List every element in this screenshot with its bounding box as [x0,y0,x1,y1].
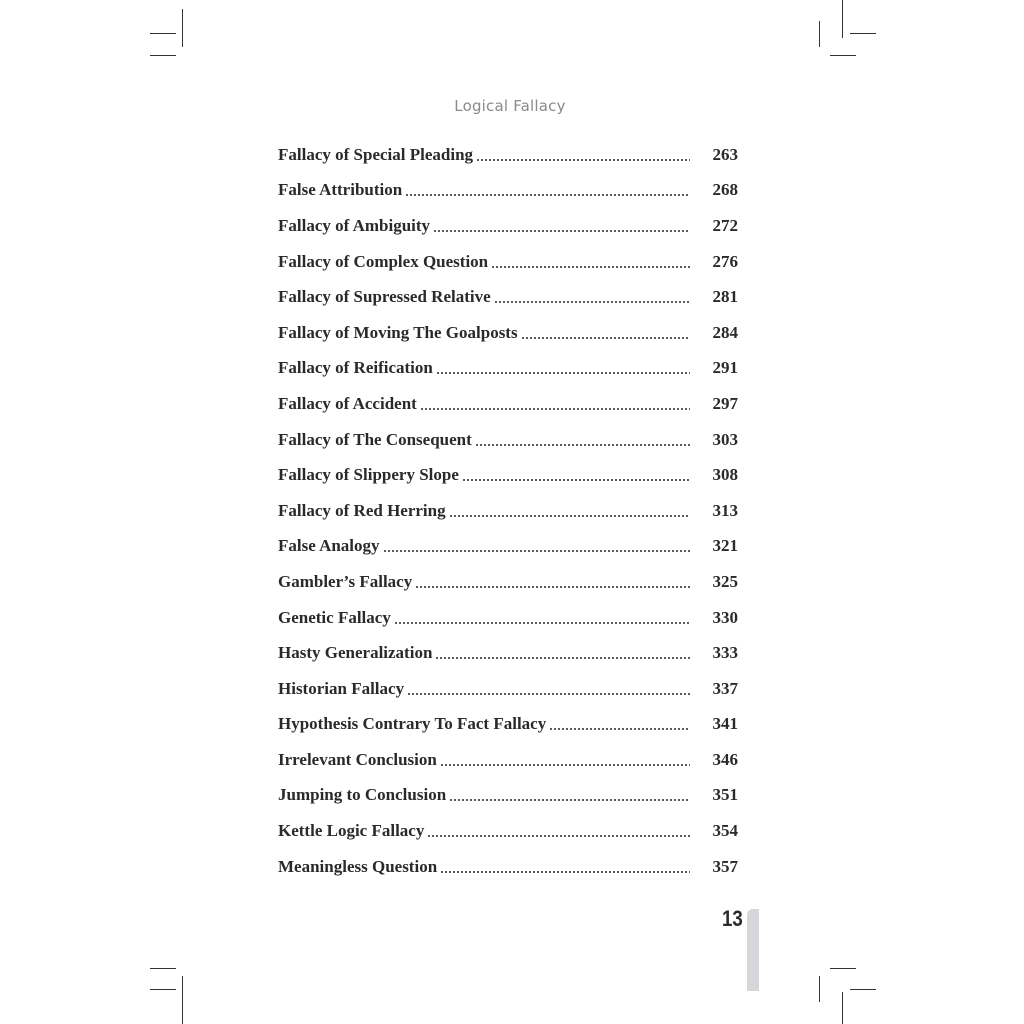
toc-entry-title: Irrelevant Conclusion [278,749,437,769]
crop-mark-bottom-right-h2 [850,989,876,990]
toc-entry [278,778,740,814]
toc-entry-title: Fallacy of Ambiguity [278,215,431,235]
crop-mark-bottom-left-h2 [150,989,176,990]
dot-leader [494,301,690,303]
toc-entry-page: 321 [712,536,738,556]
table-of-contents [278,137,740,884]
toc-entry-title: Hypothesis Contrary To Fact Fallacy [278,714,547,734]
toc-entry-title: Fallacy of Accident [278,393,417,413]
toc-entry-title: Gambler’s Fallacy [278,571,413,591]
toc-entry-page: 346 [712,749,738,769]
toc-entry [278,813,740,849]
toc-entry [278,351,740,387]
toc-entry-title: Genetic Fallacy [278,607,391,627]
toc-entry-title: Jumping to Conclusion [278,785,447,805]
toc-entry-title: Meaningless Question [278,856,438,876]
toc-entry [278,208,740,244]
toc-entry-page: 357 [712,856,738,876]
crop-mark-bottom-right-v2 [842,992,843,1024]
toc-entry [278,564,740,600]
crop-mark-top-right-h2 [830,55,856,56]
toc-entry-page: 333 [712,643,738,663]
toc-entry-page: 341 [712,714,738,734]
toc-entry-page: 291 [712,358,738,378]
toc-entry-title: Fallacy of Special Pleading [278,144,474,164]
toc-entry-page: 308 [712,465,738,485]
toc-entry-page: 281 [712,287,738,307]
toc-entry-page: 354 [712,821,738,841]
toc-entry [278,742,740,778]
toc-entry [278,173,740,209]
dot-leader [394,622,690,624]
dot-leader [433,230,690,232]
toc-entry-title: Historian Fallacy [278,678,405,698]
dot-leader [420,408,690,410]
toc-entry [278,671,740,707]
dot-leader [405,194,690,196]
toc-entry-page: 276 [712,251,738,271]
toc-entry-page: 337 [712,678,738,698]
toc-entry-title: Fallacy of Slippery Slope [278,465,459,485]
dot-leader [491,266,690,268]
running-head: Logical Fallacy [454,97,566,115]
toc-entry [278,386,740,422]
crop-mark-top-right-v [842,0,843,38]
crop-mark-bottom-right-h [830,968,856,969]
dot-leader [407,693,690,695]
dot-leader [521,337,690,339]
toc-entry [278,849,740,885]
crop-mark-bottom-left-h [150,968,176,969]
toc-entry-title: Fallacy of Reification [278,358,433,378]
toc-entry-page: 351 [712,785,738,805]
toc-entry-page: 263 [712,144,738,164]
toc-entry [278,635,740,671]
dot-leader [415,586,690,588]
toc-entry-title: False Attribution [278,180,403,200]
toc-entry-page: 268 [712,180,738,200]
dot-leader [449,799,690,801]
crop-mark-top-right-v2 [819,21,820,47]
toc-entry-title: Fallacy of Complex Question [278,251,489,271]
toc-entry [278,707,740,743]
crop-mark-bottom-left-v [182,976,183,1024]
toc-entry-page: 313 [712,500,738,520]
toc-entry-page: 297 [712,393,738,413]
toc-entry [278,244,740,280]
toc-entry [278,529,740,565]
toc-entry-page: 284 [712,322,738,342]
toc-entry [278,493,740,529]
crop-mark-top-left-h2 [150,55,176,56]
dot-leader [435,657,690,659]
toc-entry-title: Fallacy of The Consequent [278,429,472,449]
toc-entry [278,137,740,173]
toc-entry [278,279,740,315]
toc-entry-title: Kettle Logic Fallacy [278,821,425,841]
toc-entry [278,422,740,458]
dot-leader [476,159,690,161]
page-number: 13 [722,906,743,931]
dot-leader [462,479,690,481]
dot-leader [436,372,690,374]
dot-leader [383,550,690,552]
toc-entry-title: Fallacy of Moving The Goalposts [278,322,518,342]
toc-entry-page: 330 [712,607,738,627]
dot-leader [475,444,690,446]
thumb-tab [747,909,759,991]
toc-entry [278,315,740,351]
toc-entry-page: 303 [712,429,738,449]
dot-leader [549,728,690,730]
crop-mark-top-left-h [150,33,176,34]
crop-mark-top-left-v [182,9,183,47]
dot-leader [440,871,690,873]
dot-leader [427,835,690,837]
crop-mark-bottom-right-v [819,976,820,1002]
crop-mark-top-right-h [850,33,876,34]
toc-entry-title: Fallacy of Red Herring [278,500,446,520]
toc-entry-title: False Analogy [278,536,380,556]
dot-leader [449,515,690,517]
toc-entry-page: 272 [712,215,738,235]
toc-entry-title: Hasty Generalization [278,643,433,663]
toc-entry-page: 325 [712,571,738,591]
toc-entry-title: Fallacy of Supressed Relative [278,287,491,307]
toc-entry [278,600,740,636]
dot-leader [440,764,690,766]
toc-entry [278,457,740,493]
